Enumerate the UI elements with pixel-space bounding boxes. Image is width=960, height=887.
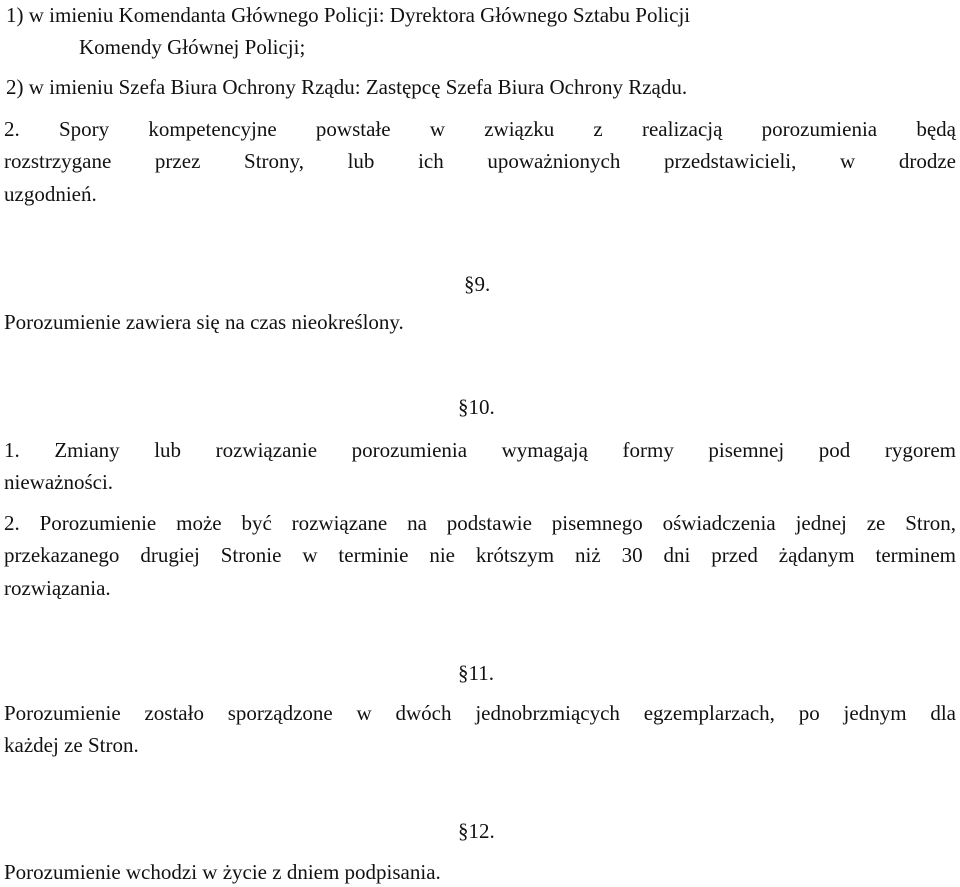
section-10-p2-line-2: przekazanego drugiej Stronie w terminie nie krótszym niż 30 dni przed żądanym terminem xyxy=(4,543,956,567)
section-10-p2-line-1: 2. Porozumienie może być rozwiązane na podstawie pisemnego oświadczenia jednej ze Stron, xyxy=(4,511,956,535)
item-1-line-2: Komendy Głównej Policji; xyxy=(79,35,306,59)
para-2-line-3: uzgodnień. xyxy=(4,182,97,206)
section-11-line-2: każdej ze Stron. xyxy=(4,733,139,757)
item-1-line-1: 1) w imieniu Komendanta Głównego Policji: Dyrektora Głównego Sztabu Policji xyxy=(6,3,691,27)
para-2-line-2: rozstrzygane przez Strony, lub ich upoważnionych przedstawicieli, w drodze xyxy=(4,149,956,173)
section-10-p1-line-1: 1. Zmiany lub rozwiązanie porozumienia wymagają formy pisemnej pod rygorem xyxy=(4,438,956,462)
section-10-p2-line-3: rozwiązania. xyxy=(4,576,111,600)
section-10-heading: §10. xyxy=(458,395,495,419)
section-12-text: Porozumienie wchodzi w życie z dniem podpisania. xyxy=(4,860,441,884)
section-12-heading: §12. xyxy=(458,819,495,843)
section-11-heading: §11. xyxy=(458,661,494,685)
section-9-heading: §9. xyxy=(464,272,491,296)
para-2-line-1: 2. Spory kompetencyjne powstałe w związku z realizacją porozumienia będą xyxy=(4,117,956,141)
section-11-line-1: Porozumienie zostało sporządzone w dwóch jednobrzmiących egzemplarzach, po jednym dla xyxy=(4,701,956,725)
item-2: 2) w imieniu Szefa Biura Ochrony Rządu: Zastępcę Szefa Biura Ochrony Rządu. xyxy=(6,75,688,99)
section-10-p1-line-2: nieważności. xyxy=(4,470,114,494)
section-9-text: Porozumienie zawiera się na czas nieokreślony. xyxy=(4,310,404,334)
